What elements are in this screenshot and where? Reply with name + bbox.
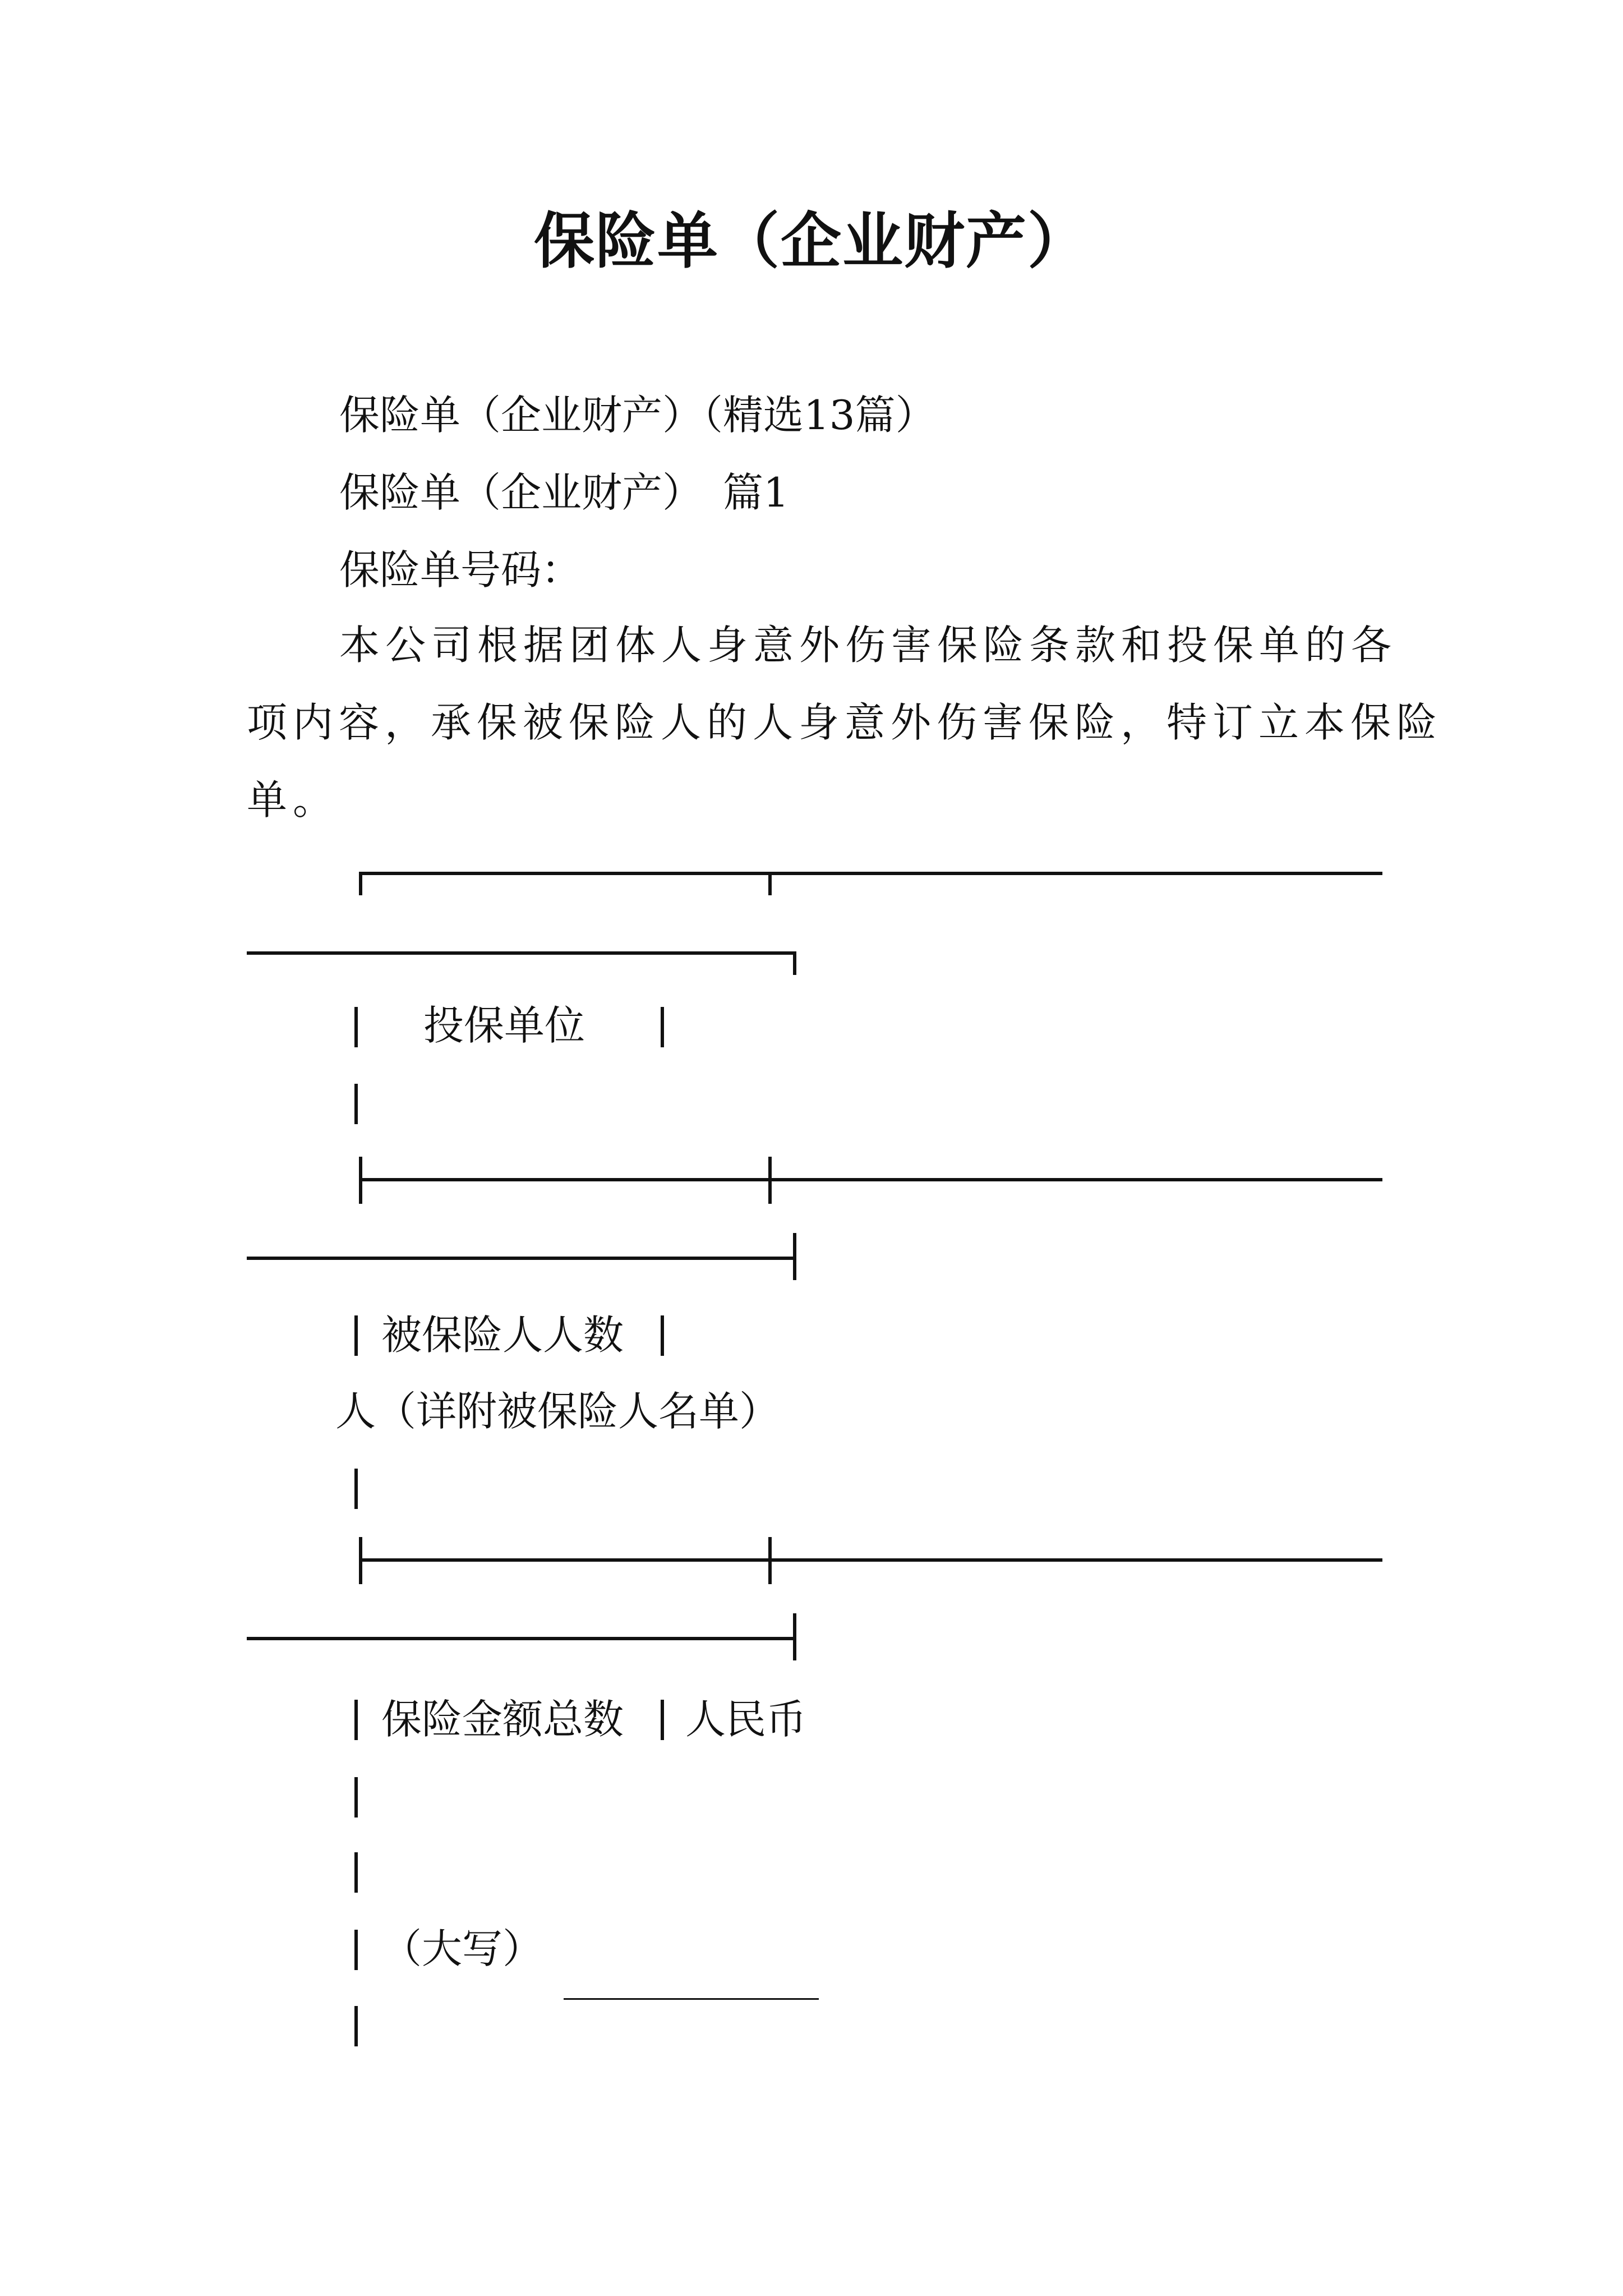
table-row-border-left (354, 1315, 358, 1356)
insured-unit-label: 投保单位 (423, 1002, 585, 1049)
table-row-border-left (354, 1777, 358, 1818)
table-row-border-left (354, 2006, 358, 2046)
collection-title: 保险单（企业财产）（精选13篇） (339, 392, 936, 439)
uppercase-label: （大写） (381, 1925, 543, 1972)
table-row-border-left (354, 1469, 358, 1509)
paragraph-line-1: 本公司根据团体人身意外伤害保险条款和投保单的各 (339, 622, 1398, 669)
currency-label: 人民币 (685, 1696, 807, 1743)
table-row-border-right (661, 1315, 664, 1356)
table-row-border-left (354, 1930, 358, 1970)
table-row-border-mid (661, 1700, 664, 1740)
table-row-border-left (354, 1084, 358, 1124)
page-title: 保险单（企业财产） (533, 206, 1089, 277)
table-row-border-right (661, 1007, 664, 1047)
insured-count-note: 人（详附被保险人名单） (335, 1388, 780, 1435)
paragraph-line-3: 单。 (247, 776, 339, 823)
insured-count-label: 被保险人人数 (381, 1312, 624, 1359)
paragraph-line-2: 项内容，承保被保险人的人身意外伤害保险，特订立本保险 (247, 699, 1443, 746)
uppercase-blank-line (564, 1998, 819, 2000)
section-title: 保险单（企业财产） 篇1 (339, 469, 789, 516)
table-row-border-left (354, 1852, 358, 1893)
sum-insured-label: 保险金额总数 (381, 1696, 624, 1743)
table-row-border-left (354, 1700, 358, 1740)
policy-number-label: 保险单号码： (339, 546, 582, 593)
table-row-border-left (354, 1007, 358, 1047)
